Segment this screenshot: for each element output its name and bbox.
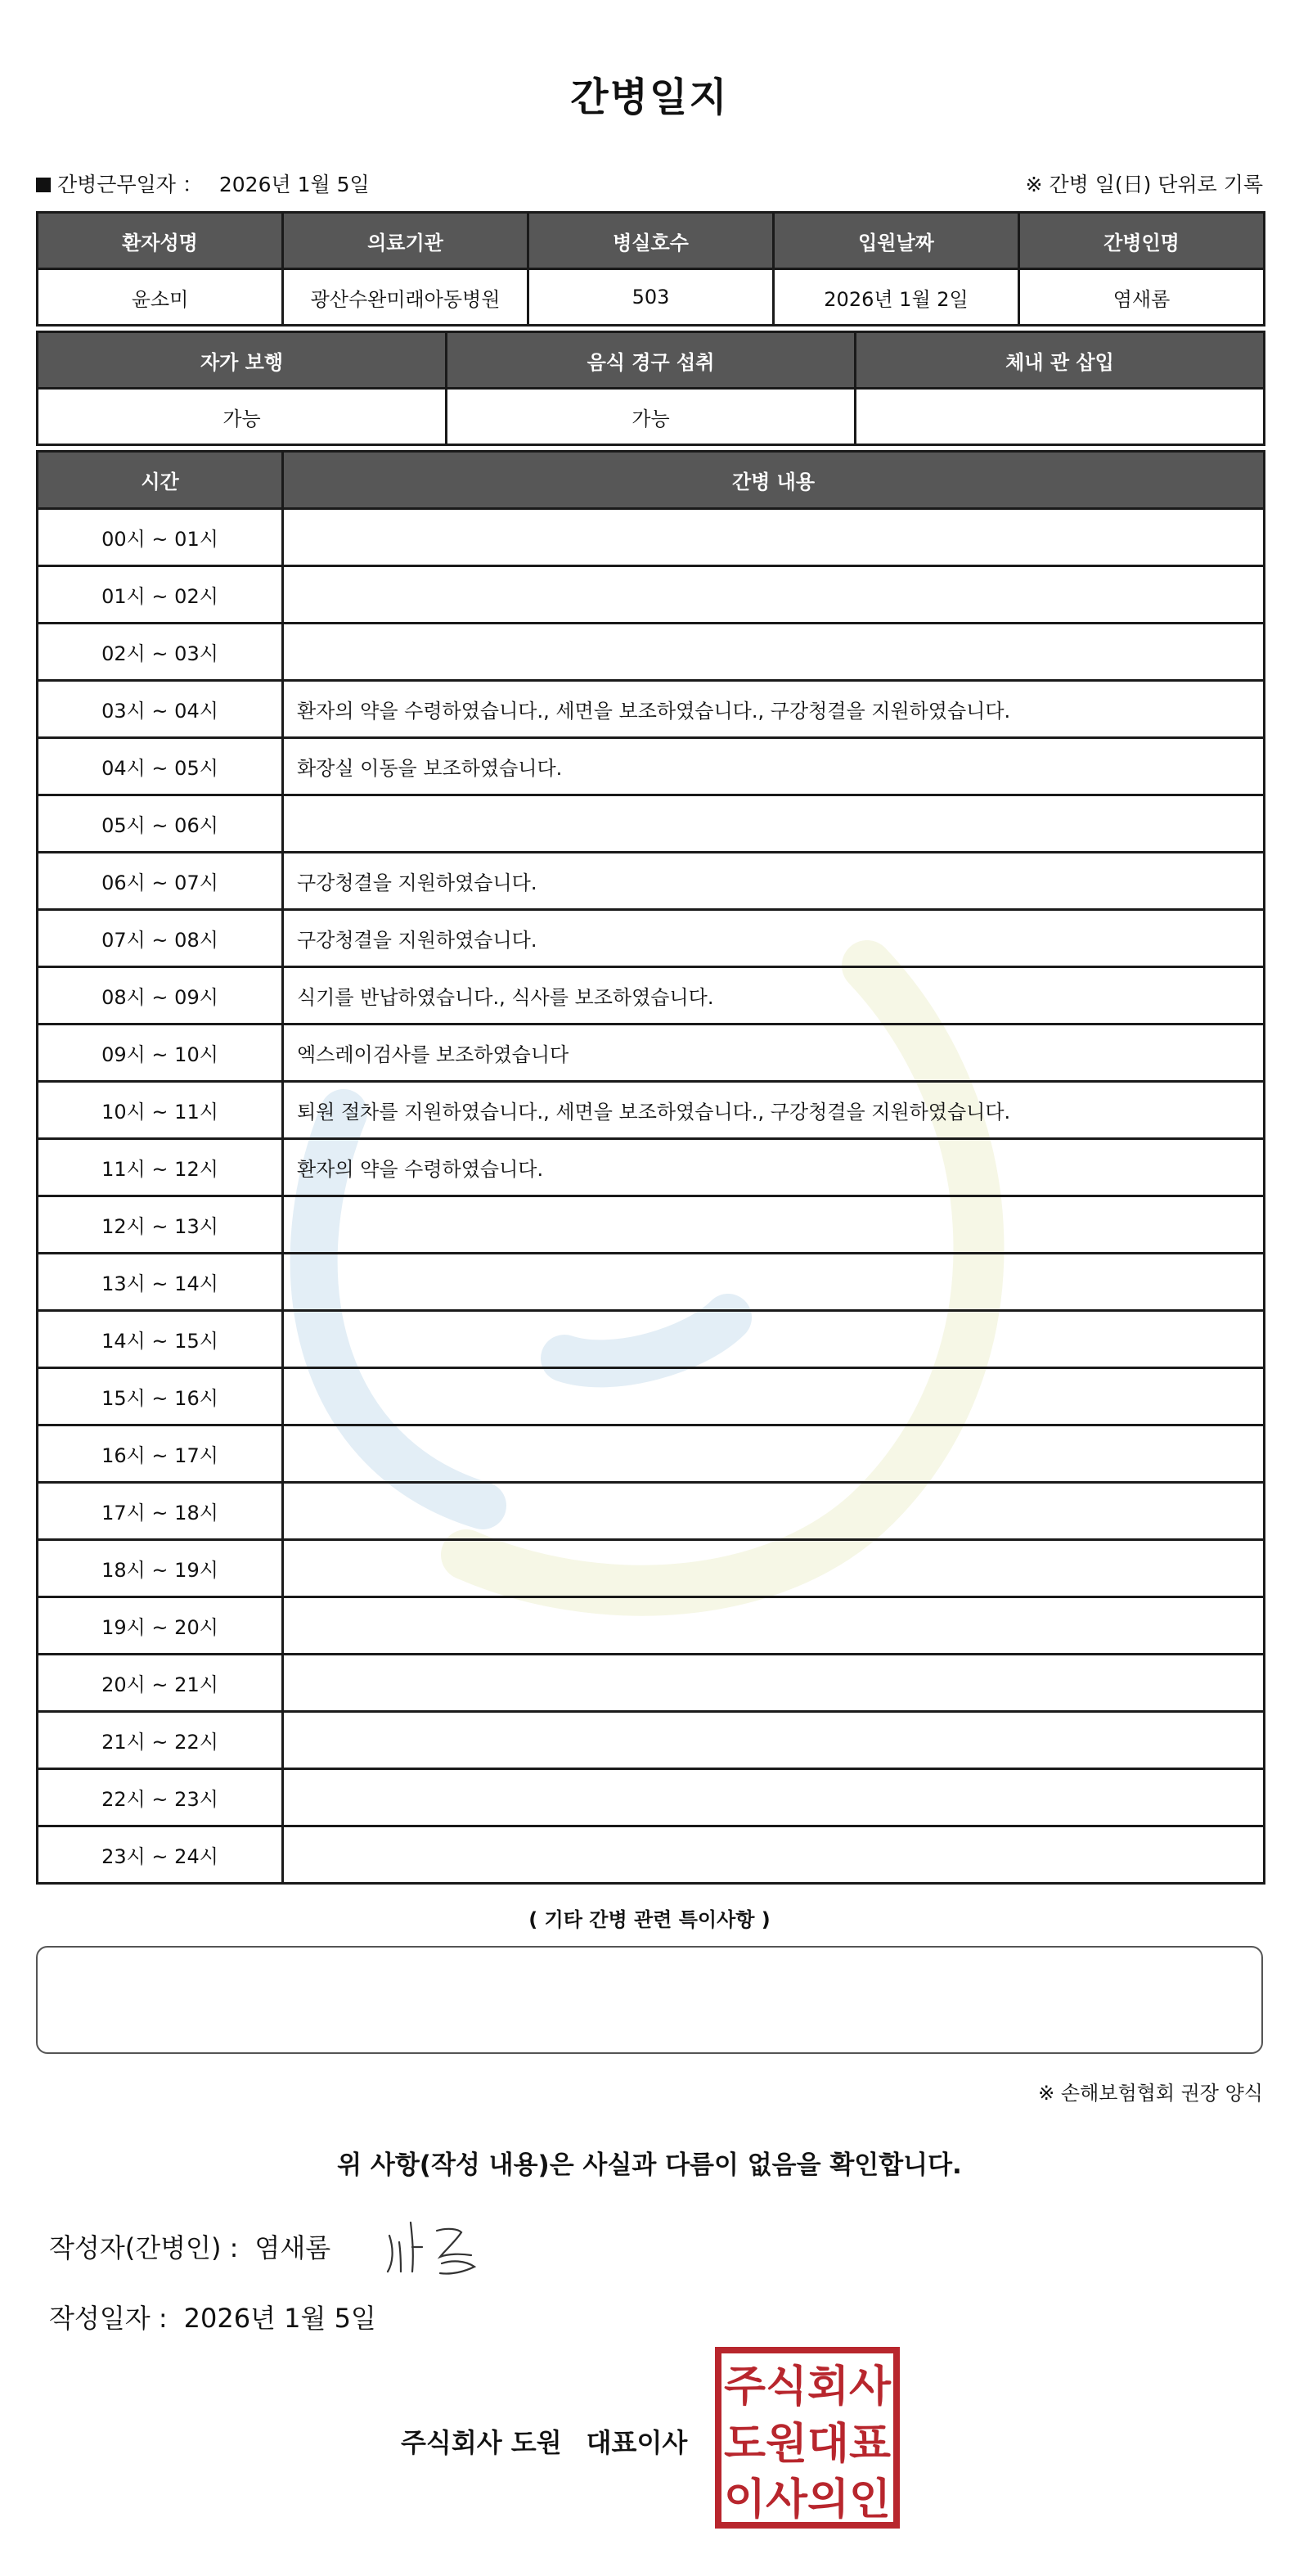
table-row: [38, 624, 1265, 681]
time-slot-cell: 15시 ~ 16시: [38, 1368, 283, 1425]
table-row: [38, 910, 1265, 967]
care-content-cell: [283, 1655, 1265, 1712]
work-date-line: [36, 169, 370, 198]
header-oral-intake: 음식 경구 섭취: [447, 332, 856, 389]
care-content-cell: [283, 1826, 1265, 1884]
care-content-cell: 구강청결을 지원하였습니다.: [283, 910, 1265, 967]
care-content-cell: [283, 1311, 1265, 1368]
time-slot-cell: 13시 ~ 14시: [38, 1254, 283, 1311]
care-content-cell: [283, 624, 1265, 681]
table-row: [38, 1597, 1265, 1655]
table-row: [38, 1425, 1265, 1483]
special-notes-title: ( 기타 간병 관련 특이사항 ): [528, 1908, 771, 1931]
time-slot-cell: 07시 ~ 08시: [38, 910, 283, 967]
care-content-cell: 식기를 반납하였습니다., 식사를 보조하였습니다.: [283, 967, 1265, 1025]
write-date-label: 작성일자 :: [49, 2303, 168, 2334]
caregiver-cell: 염새롬: [1019, 269, 1265, 326]
header-tube-insertion: 체내 관 삽입: [856, 332, 1265, 389]
room-cell: 503: [528, 269, 774, 326]
time-slot-cell: 04시 ~ 05시: [38, 738, 283, 795]
table-row: [38, 1254, 1265, 1311]
hospital-cell: 광산수완미래아동병원: [283, 269, 528, 326]
care-content-cell: [283, 1254, 1265, 1311]
confirm-statement: 위 사항(작성 내용)은 사실과 다름이 없음을 확인합니다.: [337, 2150, 962, 2180]
time-slot-cell: 14시 ~ 15시: [38, 1311, 283, 1368]
work-date-value: 2026년 1월 5일: [218, 173, 370, 196]
care-content-cell: 화장실 이동을 보조하였습니다.: [283, 738, 1265, 795]
company-line: [401, 2422, 687, 2460]
patient-info-table: [36, 211, 1265, 327]
care-content-cell: [283, 1483, 1265, 1540]
svg-text:주식회사: 주식회사: [724, 2362, 892, 2412]
care-content-cell: [283, 509, 1265, 566]
svg-text:이사의인: 이사의인: [724, 2475, 891, 2524]
company-name: 주식회사 도원: [401, 2427, 562, 2458]
square-bullet-icon: [36, 178, 51, 192]
header-time: 시간: [38, 452, 283, 509]
time-slot-cell: 05시 ~ 06시: [38, 795, 283, 853]
oral-intake-cell: 가능: [447, 389, 856, 445]
time-slot-cell: 06시 ~ 07시: [38, 853, 283, 910]
table-row: [38, 1368, 1265, 1425]
time-slot-cell: 10시 ~ 11시: [38, 1082, 283, 1139]
table-row: [38, 1025, 1265, 1082]
unit-note: ※ 간병 일(日) 단위로 기록: [1025, 173, 1263, 196]
patient-status-table: [36, 331, 1265, 446]
self-walking-cell: 가능: [38, 389, 447, 445]
admission-date-cell: 2026년 1월 2일: [774, 269, 1019, 326]
care-log-table: [36, 450, 1265, 1885]
care-content-cell: [283, 1769, 1265, 1826]
table-row: [38, 795, 1265, 853]
care-content-cell: 구강청결을 지원하였습니다.: [283, 853, 1265, 910]
table-row: [38, 566, 1265, 624]
writer-name: 염새롬: [254, 2232, 331, 2263]
header-patient-name: 환자성명: [38, 213, 283, 269]
table-row: [38, 967, 1265, 1025]
header-room: 병실호수: [528, 213, 774, 269]
table-row: [38, 1769, 1265, 1826]
time-slot-cell: 18시 ~ 19시: [38, 1540, 283, 1597]
table-row: [38, 738, 1265, 795]
table-row: [38, 1082, 1265, 1139]
writer-line: [49, 2227, 330, 2265]
care-content-cell: 퇴원 절차를 지원하였습니다., 세면을 보조하였습니다., 구강청결을 지원하였습니다.: [283, 1082, 1265, 1139]
time-slot-cell: 00시 ~ 01시: [38, 509, 283, 566]
care-content-cell: [283, 1196, 1265, 1254]
patient-name-cell: 윤소미: [38, 269, 283, 326]
care-content-cell: [283, 566, 1265, 624]
company-seal-icon: [715, 2347, 900, 2529]
work-date-label: 간병근무일자 ：: [57, 173, 203, 196]
table-row: [38, 1483, 1265, 1540]
table-row: [38, 1196, 1265, 1254]
time-slot-cell: 09시 ~ 10시: [38, 1025, 283, 1082]
table-row: [38, 1311, 1265, 1368]
care-content-cell: 엑스레이검사를 보조하였습니다: [283, 1025, 1265, 1082]
table-row: [38, 1826, 1265, 1884]
time-slot-cell: 16시 ~ 17시: [38, 1425, 283, 1483]
time-slot-cell: 03시 ~ 04시: [38, 681, 283, 738]
care-content-cell: 환자의 약을 수령하였습니다.: [283, 1139, 1265, 1196]
special-notes-box: [36, 1946, 1263, 2054]
table-row: [38, 1712, 1265, 1769]
care-log-body: [38, 509, 1265, 1884]
time-slot-cell: 02시 ~ 03시: [38, 624, 283, 681]
table-row: [38, 853, 1265, 910]
write-date-value: 2026년 1월 5일: [183, 2303, 376, 2334]
care-content-cell: [283, 1368, 1265, 1425]
write-date-line: [49, 2298, 376, 2335]
time-slot-cell: 21시 ~ 22시: [38, 1712, 283, 1769]
svg-text:도원대표: 도원대표: [724, 2420, 891, 2469]
header-care-content: 간병 내용: [283, 452, 1265, 509]
time-slot-cell: 17시 ~ 18시: [38, 1483, 283, 1540]
time-slot-cell: 01시 ~ 02시: [38, 566, 283, 624]
table-row: [38, 509, 1265, 566]
tube-insertion-cell: [856, 389, 1265, 445]
header-caregiver: 간병인명: [1019, 213, 1265, 269]
care-content-cell: [283, 1712, 1265, 1769]
header-hospital: 의료기관: [283, 213, 528, 269]
time-slot-cell: 12시 ~ 13시: [38, 1196, 283, 1254]
care-content-cell: [283, 1540, 1265, 1597]
time-slot-cell: 11시 ~ 12시: [38, 1139, 283, 1196]
time-slot-cell: 22시 ~ 23시: [38, 1769, 283, 1826]
care-content-cell: [283, 1597, 1265, 1655]
time-slot-cell: 20시 ~ 21시: [38, 1655, 283, 1712]
header-admission-date: 입원날짜: [774, 213, 1019, 269]
care-content-cell: [283, 1425, 1265, 1483]
care-content-cell: 환자의 약을 수령하였습니다., 세면을 보조하였습니다., 구강청결을 지원하였습니다.: [283, 681, 1265, 738]
ceo-title: 대표이사: [586, 2427, 688, 2458]
care-content-cell: [283, 795, 1265, 853]
table-row: [38, 681, 1265, 738]
table-row: [38, 1655, 1265, 1712]
table-row: [38, 1540, 1265, 1597]
writer-label: 작성자(간병인) :: [49, 2232, 239, 2263]
page-title: 간병일지: [570, 74, 729, 120]
signature-icon: [383, 2218, 489, 2277]
header-self-walking: 자가 보행: [38, 332, 447, 389]
time-slot-cell: 23시 ~ 24시: [38, 1826, 283, 1884]
recommend-note: ※ 손해보험협회 권장 양식: [1038, 2082, 1263, 2105]
time-slot-cell: 19시 ~ 20시: [38, 1597, 283, 1655]
table-row: [38, 1139, 1265, 1196]
time-slot-cell: 08시 ~ 09시: [38, 967, 283, 1025]
